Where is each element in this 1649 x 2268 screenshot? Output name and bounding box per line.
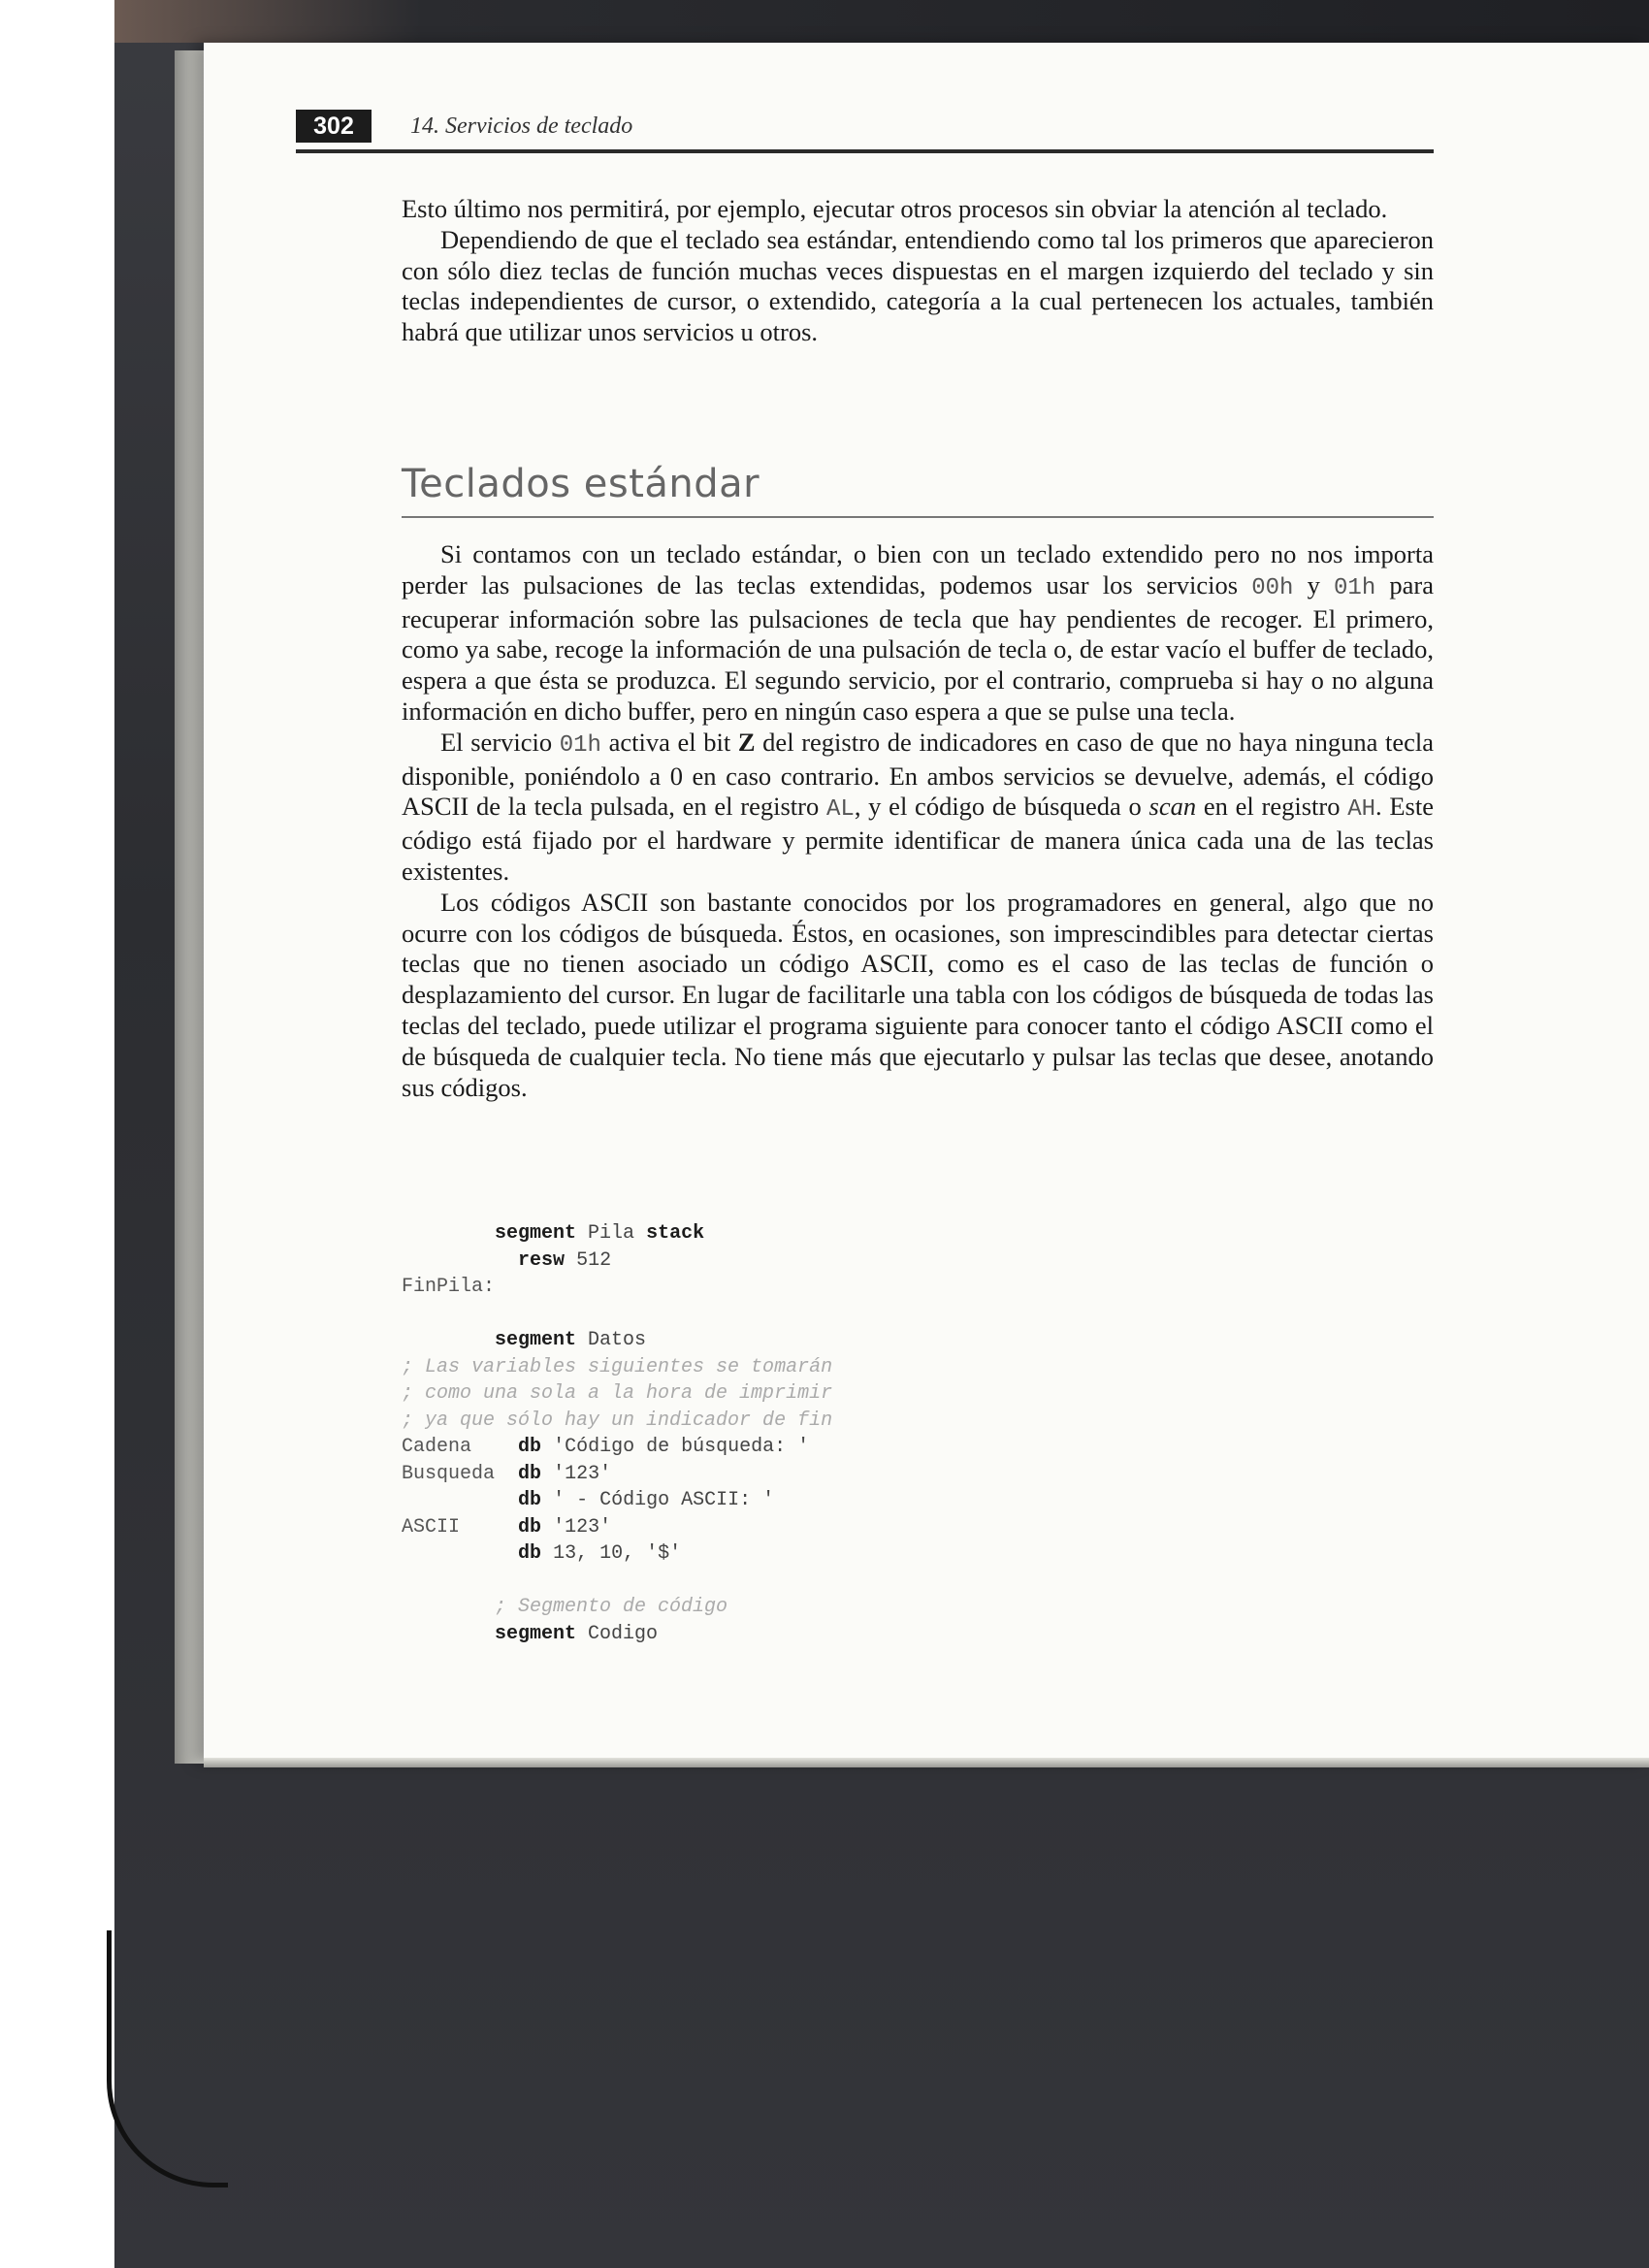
text-run: y [1293,569,1335,599]
code-token: 512 [576,1248,612,1272]
code-keyword: db [518,1462,542,1485]
text-run: para recuperar información sobre las pulsaciones de tecla que hay pendientes de recoger. El primero, como ya sabe, recoge la información de una pulsación de tecla o, de estar vacío el buffer de teclado, espera a que ésta se produzca. El segundo servicio, por el contrario, comprueba si hay o no alguna información en dicho buffer, pero en ningún caso espera a que se pulse una tecla. [402,569,1434,726]
section-text [402,539,1434,1103]
paragraph-zflag [402,728,1434,888]
code-keyword: segment [495,1622,577,1645]
text-run: . Este código está fijado por el hardware y permite identificar de manera única cada una de las teclas existentes. [402,792,1434,886]
code-label: Busqueda [402,1462,496,1485]
code-keyword: db [518,1515,542,1539]
code-token: 'Código de búsqueda: ' [553,1436,810,1458]
inline-code: 01h [559,731,601,759]
code-label: FinPila: [402,1276,496,1298]
code-comment: ; Las variables siguientes se tomarán [402,1355,833,1378]
running-head [296,110,1434,156]
page-number: 302 [296,110,372,143]
code-comment: ; Segmento de código [495,1596,728,1618]
code-keyword: segment [495,1329,577,1351]
bold-text: Z [737,727,756,757]
code-listing [402,1220,832,1647]
inline-code: AL [826,796,855,824]
inline-code: 01h [1334,574,1376,601]
code-token: Codigo [588,1622,659,1645]
code-keyword: segment [495,1222,577,1245]
code-keyword: db [518,1489,542,1511]
code-comment: ; ya que sólo hay un indicador de fin [402,1409,833,1432]
code-keyword: resw [518,1248,566,1272]
text-run: El servicio [440,727,560,757]
text-run: en el registro [1196,792,1348,822]
section-heading: Teclados estándar [402,462,760,506]
text-run: Si contamos con un teclado estándar, o bien con un teclado extendido pero no nos importa perder las pulsaciones de las teclas extendidas, podemos usar los servicios [402,539,1434,599]
text-run: activa el bit [600,727,738,757]
code-label: ASCII [402,1515,461,1539]
chapter-title: 14. Servicios de teclado [410,113,633,139]
code-token: '123' [553,1462,612,1485]
header-rule [296,149,1434,153]
code-token: Pila [588,1222,635,1245]
section-rule [402,516,1434,518]
code-token: Datos [588,1329,647,1351]
paragraph-ascii: Los códigos ASCII son bastante conocidos por los programadores en general, algo que no ocurre con los códigos de búsqueda. Éstos, en ocasiones, son imprescindibles para detectar ciertas teclas que no tienen asociado un código ASCII, como es el caso de las teclas de función o desplazamiento del cursor. En lugar de facilitarle una tabla con los códigos de búsqueda de todas las teclas del teclado, puede utilizar el programa siguiente para conocer tanto el código ASCII como el de búsqueda de cualquier tecla. No tiene más que ejecutarlo y pulsar las teclas que desee, anotando sus códigos. [402,887,1434,1102]
intro-text [402,194,1434,348]
code-token: 13, 10, '$' [553,1542,682,1565]
intro-paragraph: Esto último nos permitirá, por ejemplo, ejecutar otros procesos sin obviar la atención al teclado. [402,194,1388,223]
text-run: , y el código de búsqueda o [854,792,1149,822]
scan-margin [0,0,114,2268]
intro-paragraph: Dependiendo de que el teclado sea estándar, entendiendo como tal los primeros que aparecieron con sólo diez teclas de función muchas veces dispuestas en el margen izquierdo del teclado y sin teclas independientes de cursor, o extendido, categoría a la cual pertenecen los actuales, también habrá que utilizar unos servicios u otros. [402,224,1434,347]
code-keyword: db [518,1436,542,1458]
inline-code: AH [1347,796,1375,824]
code-keyword: db [518,1542,542,1565]
code-token: ' - Código ASCII: ' [553,1489,775,1511]
code-token: '123' [553,1515,612,1539]
code-comment: ; como una sola a la hora de imprimir [402,1382,833,1405]
page-edge [204,1758,1649,1767]
code-keyword: stack [646,1222,705,1245]
code-label: Cadena [402,1436,472,1458]
scanner-top-edge [114,0,1649,43]
inline-code: 00h [1251,574,1294,601]
text-run: del registro de indicadores en caso de que no haya ninguna tecla disponible, poniéndolo a 0 en caso contrario. En ambos servicios se devuelve, además, el código ASCII de la tecla pulsada, en el registro [402,727,1434,822]
italic-text: scan [1148,792,1197,822]
paragraph-services [402,539,1434,728]
